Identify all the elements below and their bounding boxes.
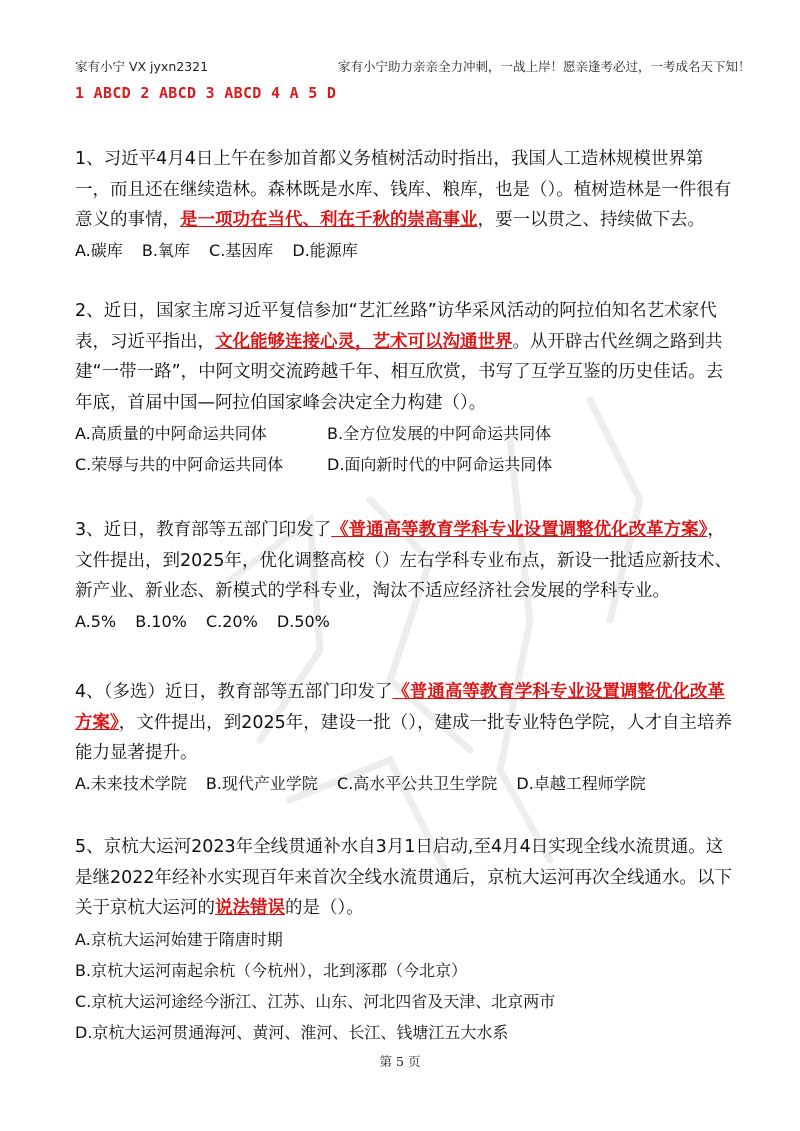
question-1-text: 1、习近平4月4日上午在参加首都义务植树活动时指出，我国人工造林规模世界第一，而且还在继续造林。森林既是水库、钱库、粮库，也是（）。植树造林是一件很有意义的事情， bbox=[75, 149, 732, 230]
option-b: B.10% bbox=[135, 611, 187, 631]
page-number: 第 5 页 bbox=[379, 1054, 421, 1069]
question-2-options-row-1 bbox=[75, 418, 737, 449]
question-1-options bbox=[75, 236, 737, 267]
answer-key: 1 ABCD 2 ABCD 3 ABCD 4 A 5 D bbox=[75, 84, 337, 102]
option-b: B.氧库 bbox=[141, 240, 190, 260]
question-5 bbox=[75, 832, 737, 1048]
option-b: B.京杭大运河南起余杭（今杭州），北到涿郡（今北京） bbox=[75, 960, 468, 980]
question-4-text: 4、（多选）近日，教育部等五部门印发了 bbox=[75, 682, 393, 702]
question-2 bbox=[75, 296, 737, 480]
question-5-highlight: 说法错误 bbox=[215, 898, 285, 918]
option-c: C.高水平公共卫生学院 bbox=[337, 773, 498, 793]
option-d: D.卓越工程师学院 bbox=[516, 773, 646, 793]
question-1-highlight: 是一项功在当代、利在千秋的崇高事业 bbox=[180, 210, 478, 230]
question-2-options-row-2 bbox=[75, 449, 737, 480]
question-1-text-end: ，要一以贯之、持续做下去。 bbox=[477, 210, 705, 230]
option-d: D.面向新时代的中阿命运共同体 bbox=[327, 455, 553, 474]
option-d: D.京杭大运河贯通海河、黄河、淮河、长江、钱塘江五大水系 bbox=[75, 1022, 509, 1042]
option-a: A.高质量的中阿命运共同体 bbox=[75, 424, 267, 443]
question-3 bbox=[75, 515, 737, 637]
question-1 bbox=[75, 144, 737, 266]
question-3-highlight: 《普通高等教育学科专业设置调整优化改革方案》 bbox=[331, 520, 708, 540]
question-4-text-end: ，文件提出，到2025年，建设一批（），建成一批专业特色学院，人才自主培养能力显著提升。 bbox=[75, 712, 733, 763]
question-2-highlight: 文化能够连接心灵，艺术可以沟通世界 bbox=[215, 331, 513, 352]
question-3-options bbox=[75, 607, 737, 638]
option-a: A.未来技术学院 bbox=[75, 773, 187, 793]
question-4-options bbox=[75, 769, 737, 800]
option-c: C.荣辱与共的中阿命运共同体 bbox=[75, 455, 284, 474]
question-2-text: 2、近日，国家主席习近平复信参加“艺汇丝路”访华采风活动的阿拉伯知名艺术家代表，习近平指出， bbox=[75, 301, 717, 352]
option-b: B.全方位发展的中阿命运共同体 bbox=[327, 424, 552, 443]
option-d: D.能源库 bbox=[292, 240, 358, 260]
question-3-text: 3、近日，教育部等五部门印发了 bbox=[75, 520, 332, 540]
option-b: B.现代产业学院 bbox=[205, 773, 318, 793]
question-4 bbox=[75, 677, 737, 799]
header-left: 家有小宁 VX jyxn2321 bbox=[75, 59, 209, 74]
option-c: C.20% bbox=[205, 611, 258, 631]
question-5-text: 5、京杭大运河2023年全线贯通补水自3月1日启动,至4月4日实现全线水流贯通。这是继2022年经补水实现百年来首次全线水流贯通后，京杭大运河再次全线通水。以下关于京杭大运河的 bbox=[75, 837, 733, 918]
question-2-text-end: 。从开辟古代丝绸之路到共建“一带一路”，中阿文明交流跨越千年、相互欣赏，书写了互学互鉴的历史佳话。去年底，首届中国—阿拉伯国家峰会决定全力构建（）。 bbox=[75, 331, 724, 413]
option-d: D.50% bbox=[276, 611, 330, 631]
header-right: 家有小宁助力亲亲全力冲刺，一战上岸！愿亲逢考必过，一考成名天下知！ bbox=[338, 59, 751, 74]
option-a: A.5% bbox=[75, 611, 117, 631]
option-c: C.基因库 bbox=[209, 240, 274, 260]
question-4-highlight: 《普通高等教育学科专业设置调整优化改革方案》 bbox=[75, 682, 725, 733]
option-c: C.京杭大运河途经今浙江、江苏、山东、河北四省及天津、北京两市 bbox=[75, 991, 556, 1011]
option-a: A.京杭大运河始建于隋唐时期 bbox=[75, 929, 283, 949]
option-a: A.碳库 bbox=[75, 240, 123, 260]
question-5-text-end: 的是（）。 bbox=[285, 898, 364, 918]
question-3-text-end: ，文件提出，到2025年，优化调整高校（）左右学科专业布点，新设一批适应新技术、新产业、新业态、新模式的学科专业，淘汰不适应经济社会发展的学科专业。 bbox=[75, 520, 733, 601]
